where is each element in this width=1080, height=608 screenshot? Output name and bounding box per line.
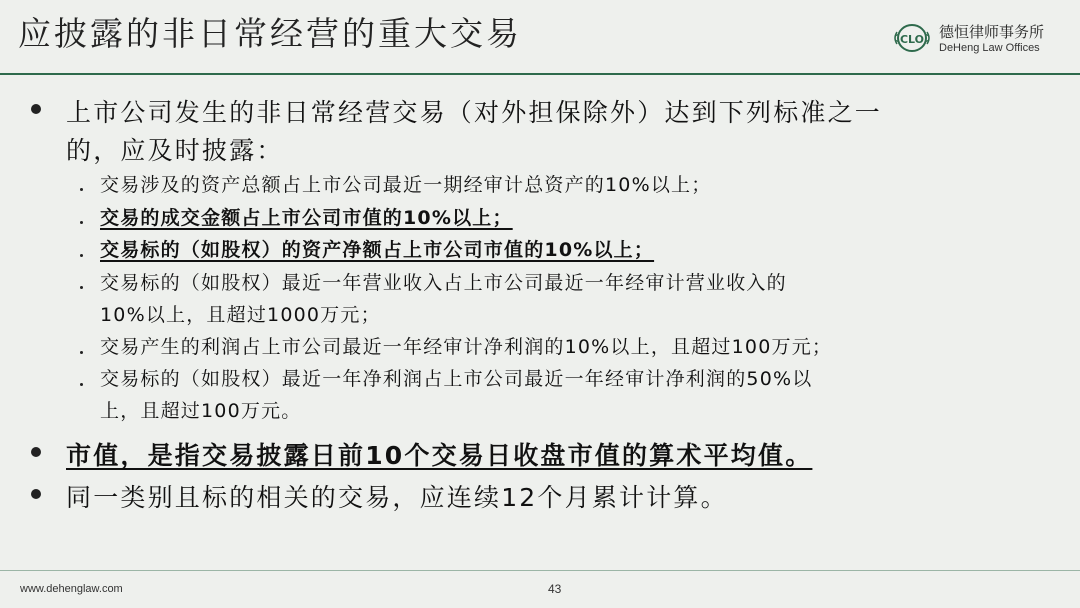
logo-english-name: DeHeng Law Offices (939, 42, 1040, 54)
bullet-2: 市值，是指交易披露日前10个交易日收盘市值的算术平均值。 (66, 441, 813, 470)
sub-item-2: 交易的成交金额占上市公司市值的10%以上； (100, 207, 513, 229)
bullet-1-line-2: 的，应及时披露： (66, 136, 284, 165)
page-number: 43 (548, 582, 562, 596)
sub-bullet-dot (80, 254, 83, 257)
sub-bullet-dot (80, 221, 83, 224)
sub-item-5: 交易产生的利润占上市公司最近一年经审计净利润的10%以上，且超过100万元； (100, 336, 833, 358)
sub-item-4-line-2: 10%以上，且超过1000万元； (100, 304, 381, 326)
footer-url: www.dehenglaw.com (20, 583, 123, 595)
sub-item-6-line-2: 上，且超过100万元。 (100, 400, 302, 422)
bullet-1-line-1: 上市公司发生的非日常经营交易（对外担保除外）达到下列标准之一 (66, 98, 883, 127)
sub-bullet-dot (80, 383, 83, 386)
sub-bullet-dot (80, 286, 83, 289)
svg-text:CLO: CLO (899, 33, 925, 46)
sub-item-1: 交易涉及的资产总额占上市公司最近一期经审计总资产的10%以上； (100, 174, 712, 196)
sub-item-3: 交易标的（如股权）的资产净额占上市公司市值的10%以上； (100, 239, 655, 261)
bullet-3: 同一类别且标的相关的交易，应连续12个月累计计算。 (66, 483, 728, 512)
bullet-dot (31, 489, 41, 499)
sub-item-6-line-1: 交易标的（如股权）最近一年净利润占上市公司最近一年经审计净利润的50%以 (100, 368, 813, 390)
bullet-dot (31, 447, 41, 457)
logo-chinese-name: 德恒律师事务所 (939, 23, 1045, 41)
sub-bullet-dot (80, 351, 83, 354)
slide-title: 应披露的非日常经营的重大交易 (18, 14, 522, 53)
sub-item-4-line-1: 交易标的（如股权）最近一年营业收入占上市公司最近一年经审计营业收入的 (100, 272, 787, 294)
sub-bullet-dot (80, 188, 83, 191)
bullet-dot (31, 104, 41, 114)
footer-divider (0, 570, 1080, 571)
